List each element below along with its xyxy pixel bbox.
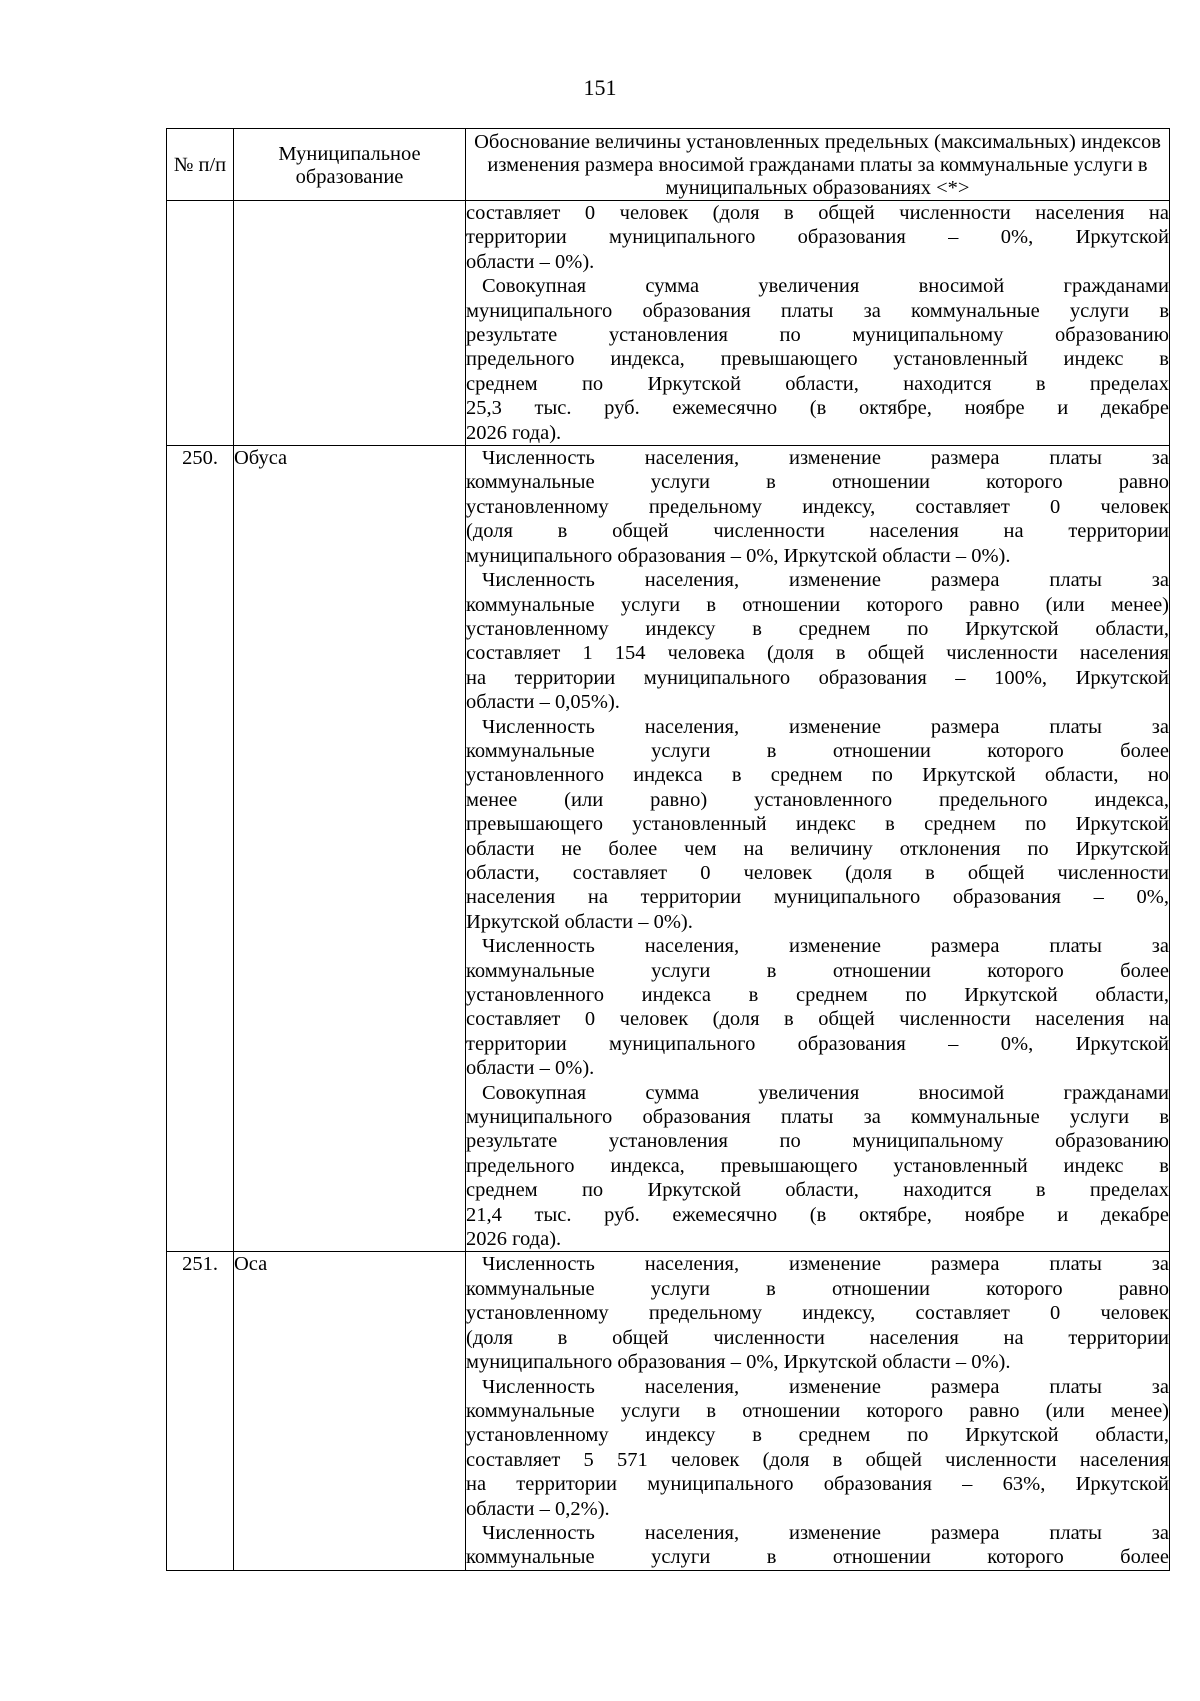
- text-line: территории муниципального образования – 0%, Иркутской: [466, 1032, 1169, 1055]
- text-line: территории муниципального образования – 0%, Иркутской: [466, 226, 1169, 249]
- text-line: области, составляет 0 человек (доля в общей численности: [466, 861, 1169, 884]
- text-line: установленного индекса в среднем по Иркутской области, но: [466, 764, 1169, 787]
- table-row: [167, 1252, 1170, 1570]
- text-line: муниципального образования платы за коммунальные услуги в: [466, 299, 1169, 322]
- table-row: [167, 446, 1170, 1252]
- text-line: области – 0,05%).: [466, 691, 620, 714]
- header-justification: Обоснование величины установленных предельных (максимальных) индексов изменения размера вносимой гражданами платы за коммунальные услуги в муниципальных образованиях <*>: [466, 129, 1170, 201]
- text-line: Совокупная сумма увеличения вносимой гражданами: [482, 275, 1169, 298]
- text-line: составляет 5 571 человек (доля в общей численности населения: [466, 1448, 1169, 1471]
- text-line: Совокупная сумма увеличения вносимой гражданами: [482, 1081, 1169, 1104]
- text-line: результате установления по муниципальному образованию: [466, 324, 1169, 347]
- text-line: предельного индекса, превышающего установленный индекс в: [466, 348, 1169, 371]
- text-line: 21,4 тыс. руб. ежемесячно (в октябре, ноябре и декабре: [466, 1203, 1169, 1226]
- text-line: Иркутской области – 0%).: [466, 910, 693, 933]
- justification-text: [466, 446, 1170, 1252]
- municipality-name: [234, 201, 466, 446]
- text-line: 2026 года).: [466, 1228, 562, 1251]
- text-line: коммунальные услуги в отношении которого равно: [466, 471, 1169, 494]
- text-line: менее (или равно) установленного предельного индекса,: [466, 788, 1169, 811]
- text-line: на территории муниципального образования – 100%, Иркутской: [466, 666, 1169, 689]
- text-line: коммунальные услуги в отношении которого более: [466, 1546, 1169, 1569]
- text-line: установленному индексу в среднем по Иркутской области,: [466, 617, 1169, 640]
- text-line: области – 0%).: [466, 250, 595, 273]
- text-line: Численность населения, изменение размера платы за: [482, 1375, 1169, 1398]
- text-line: области – 0,2%).: [466, 1497, 610, 1520]
- text-line: 25,3 тыс. руб. ежемесячно (в октябре, ноябре и декабре: [466, 397, 1169, 420]
- text-line: установленного индекса в среднем по Иркутской области,: [466, 984, 1169, 1006]
- text-line: Численность населения, изменение размера платы за: [482, 447, 1169, 470]
- text-line: среднем по Иркутской области, находится в пределах: [466, 372, 1169, 395]
- text-line: коммунальные услуги в отношении которого равно: [466, 1277, 1169, 1300]
- page-number: 151: [583, 75, 617, 100]
- text-line: превышающего установленный индекс в среднем по Иркутской: [466, 813, 1169, 836]
- text-line: населения на территории муниципального образования – 0%,: [466, 886, 1169, 909]
- text-line: коммунальные услуги в отношении которого равно (или менее): [466, 1399, 1169, 1422]
- text-line: установленному предельному индексу, составляет 0 человек: [466, 495, 1169, 518]
- municipality-name: Обуса: [234, 446, 466, 1252]
- text-line: среднем по Иркутской области, находится в пределах: [466, 1179, 1169, 1202]
- text-line: области – 0%).: [466, 1057, 595, 1080]
- row-number: 250.: [167, 446, 234, 1252]
- text-line: Численность населения, изменение размера платы за: [482, 715, 1169, 738]
- text-line: муниципального образования платы за коммунальные услуги в: [466, 1106, 1169, 1129]
- text-line: результате установления по муниципальному образованию: [466, 1130, 1169, 1153]
- text-line: Численность населения, изменение размера платы за: [482, 569, 1169, 592]
- text-line: муниципального образования – 0%, Иркутской области – 0%).: [466, 544, 1011, 567]
- text-line: области не более чем на величину отклонения по Иркутской: [466, 837, 1169, 860]
- text-line: 2026 года).: [466, 421, 562, 444]
- header-number: № п/п: [167, 129, 234, 201]
- row-number: 251.: [167, 1252, 234, 1570]
- table-row: [167, 201, 1170, 446]
- text-line: коммунальные услуги в отношении которого равно (или менее): [466, 593, 1169, 616]
- text-line: установленному предельному индексу, составляет 0 человек: [466, 1302, 1169, 1325]
- text-line: составляет 0 человек (доля в общей численности населения на: [466, 202, 1169, 224]
- table-header-row: [167, 129, 1170, 201]
- justification-text: [466, 201, 1170, 446]
- text-line: составляет 1 154 человека (доля в общей численности населения: [466, 642, 1169, 665]
- justification-text: [466, 1252, 1170, 1570]
- text-line: на территории муниципального образования – 63%, Иркутской: [466, 1473, 1169, 1496]
- text-line: муниципального образования – 0%, Иркутской области – 0%).: [466, 1351, 1011, 1374]
- text-line: установленному индексу в среднем по Иркутской области,: [466, 1424, 1169, 1447]
- text-line: коммунальные услуги в отношении которого более: [466, 959, 1169, 982]
- text-line: Численность населения, изменение размера платы за: [482, 1253, 1169, 1276]
- text-line: Численность населения, изменение размера платы за: [482, 935, 1169, 958]
- text-line: коммунальные услуги в отношении которого более: [466, 739, 1169, 762]
- municipality-name: Оса: [234, 1252, 466, 1570]
- row-number: [167, 201, 234, 446]
- justification-table: [166, 128, 1170, 1571]
- text-line: составляет 0 человек (доля в общей численности населения на: [466, 1008, 1169, 1031]
- text-line: (доля в общей численности населения на территории: [466, 1326, 1169, 1349]
- text-line: Численность населения, изменение размера платы за: [482, 1521, 1169, 1544]
- text-line: (доля в общей численности населения на территории: [466, 520, 1169, 543]
- header-municipality: Муниципальное образование: [234, 129, 466, 201]
- text-line: предельного индекса, превышающего установленный индекс в: [466, 1154, 1169, 1177]
